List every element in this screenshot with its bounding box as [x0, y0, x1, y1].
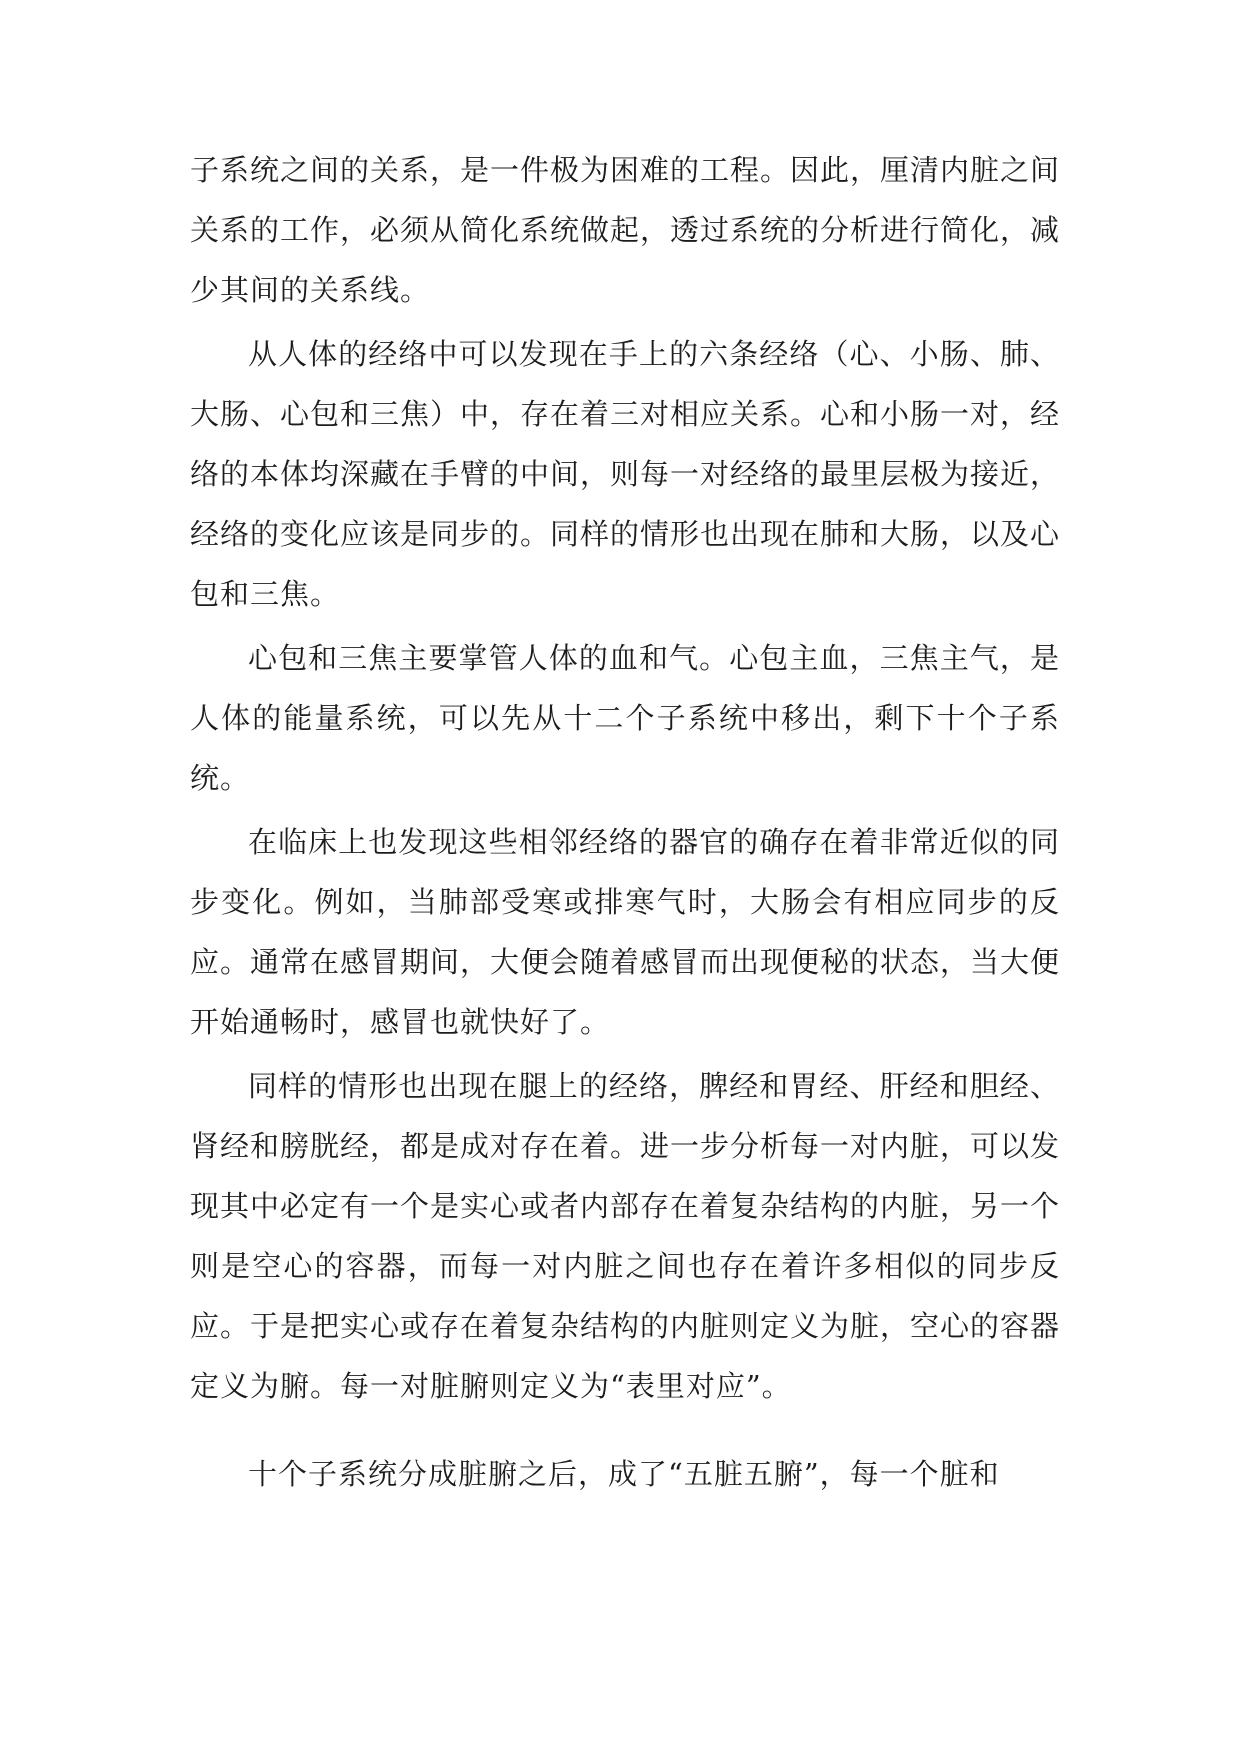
paragraph-4: 在临床上也发现这些相邻经络的器官的确存在着非常近似的同步变化。例如，当肺部受寒或排寒气时，大肠会有相应同步的反应。通常在感冒期间，大便会随着感冒而出现便秘的状态，当大便开始通畅时，感冒也就快好了。	[190, 825, 1061, 1039]
paragraph-5: 同样的情形也出现在腿上的经络，脾经和胃经、肝经和胆经、肾经和膀胱经，都是成对存在着。进一步分析每一对内脏，可以发现其中必定有一个是实心或者内部存在着复杂结构的内脏，另一个则是空心的容器，而每一对内脏之间也存在着许多相似的同步反应。于是把实心或存在着复杂结构的内脏则定义为脏，空心的容器定义为腑。每一对脏腑则定义为“表里对应”。	[190, 1069, 1061, 1403]
body-text	[190, 140, 1060, 1508]
paragraph-1: 子系统之间的关系，是一件极为困难的工程。因此，厘清内脏之间关系的工作，必须从简化系统做起，透过系统的分析进行简化，减少其间的关系线。	[190, 153, 1061, 307]
paragraph-6: 十个子系统分成脏腑之后，成了“五脏五腑”，每一个脏和	[248, 1457, 1000, 1491]
paragraph-3: 心包和三焦主要掌管人体的血和气。心包主血，三焦主气，是人体的能量系统，可以先从十二个子系统中移出，剩下十个子系统。	[190, 641, 1060, 795]
paragraph-2: 从人体的经络中可以发现在手上的六条经络（心、小肠、肺、大肠、心包和三焦）中，存在着三对相应关系。心和小肠一对，经络的本体均深藏在手臂的中间，则每一对经络的最里层极为接近，经络的变化应该是同步的。同样的情形也出现在肺和大肠，以及心包和三焦。	[190, 337, 1061, 611]
